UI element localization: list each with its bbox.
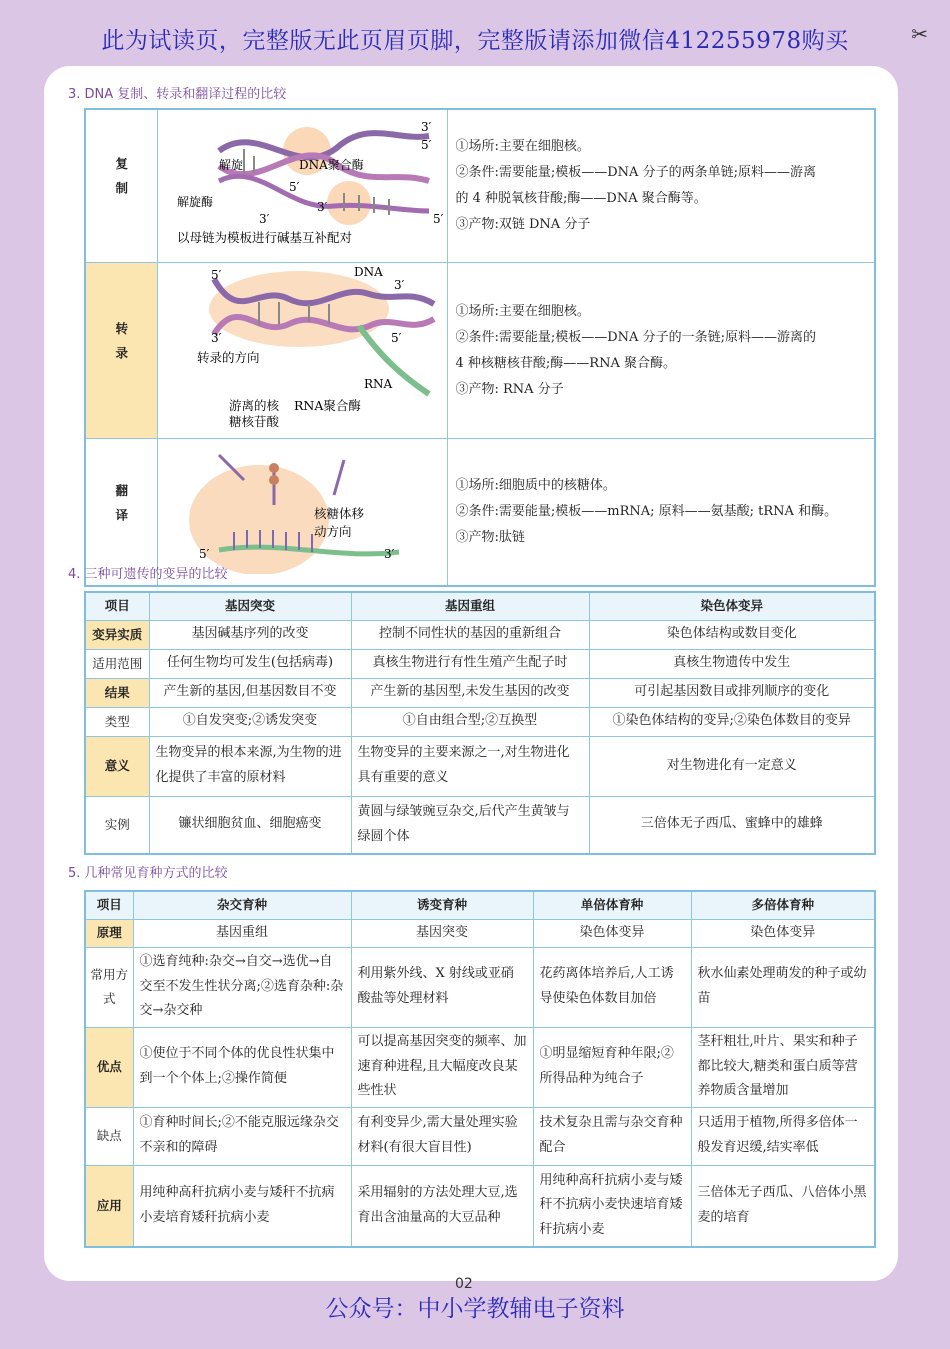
translation-diagram-svg — [159, 440, 447, 574]
replication-diagram-svg — [159, 111, 447, 251]
table-cell: 基因碱基序列的改变 — [149, 620, 351, 649]
section4-title: 4. 三种可遗传的变异的比较 — [68, 567, 228, 582]
section3-title: 3. DNA 复制、转录和翻译过程的比较 — [68, 87, 287, 102]
table-cell: 利用紫外线、X 射线或亚硝酸盐等处理材料 — [351, 947, 533, 1027]
section3-table — [84, 108, 876, 587]
translation-description: ①场所:细胞质中的核糖体。 ②条件:需要能量;模板——mRNA; 原料——氨基酸; tRNA 和酶。 ③产物:肽链 — [447, 439, 875, 586]
diagram-label: 转录的方向 — [196, 349, 260, 365]
diagram-label: RNA — [363, 376, 392, 391]
diagram-label: 5′ — [288, 180, 299, 194]
footer-watermark: 公众号：中小学教辅电子资料 — [325, 1296, 625, 1322]
row-label: 结果 — [85, 678, 149, 707]
diagram-label: 糖核苷酸 — [228, 413, 279, 428]
table-row — [85, 796, 875, 854]
transcription-diagram-svg — [159, 264, 447, 428]
table-cell: ①明显缩短育种年限;②所得品种为纯合子 — [533, 1027, 691, 1107]
table-cell: 控制不同性状的基因的重新组合 — [351, 620, 589, 649]
row-label: 复制 — [85, 109, 157, 262]
watermark-banner: 此为试读页，完整版无此页眉页脚，完整版请添加微信412255978购买 — [101, 28, 849, 54]
table-cell: 产生新的基因型,未发生基因的改变 — [351, 678, 589, 707]
table-cell: 可引起基因数目或排列顺序的变化 — [589, 678, 875, 707]
column-header: 染色体变异 — [589, 592, 875, 620]
table-row — [85, 1165, 875, 1247]
table-row — [85, 1107, 875, 1165]
diagram-label: DNA — [353, 264, 383, 279]
table-cell: 只适用于植物,所得多倍体一般发育迟缓,结实率低 — [691, 1107, 875, 1165]
column-header: 基因重组 — [351, 592, 589, 620]
table-cell: 花药离体培养后,人工诱导使染色体数目加倍 — [533, 947, 691, 1027]
table-row — [85, 707, 875, 736]
table-cell: ①育种时间长;②不能克服远缘杂交不亲和的障碍 — [133, 1107, 351, 1165]
table-cell: 染色体变异 — [533, 919, 691, 947]
table-cell: 采用辐射的方法处理大豆,选育出含油量高的大豆品种 — [351, 1165, 533, 1247]
diagram-label: 3′ — [383, 547, 394, 562]
table-cell: 镰状细胞贫血、细胞癌变 — [149, 796, 351, 854]
table-cell: 可以提高基因突变的频率、加速育种进程,且大幅度改良某些性状 — [351, 1027, 533, 1107]
table-cell: 茎秆粗壮,叶片、果实和种子都比较大,糖类和蛋白质等营养物质含量增加 — [691, 1027, 875, 1107]
diagram-label: RNA聚合酶 — [293, 397, 361, 413]
diagram-label: 动方向 — [313, 524, 352, 540]
table-cell: 对生物进化有一定意义 — [589, 736, 875, 796]
diagram-label: 3′ — [258, 212, 269, 226]
table-cell: 任何生物均可发生(包括病毒) — [149, 649, 351, 678]
row-label: 缺点 — [85, 1107, 133, 1165]
section5-table — [84, 890, 876, 1248]
table-row — [85, 1027, 875, 1107]
row-label: 类型 — [85, 707, 149, 736]
table-cell: 黄圆与绿皱豌豆杂交,后代产生黄皱与绿圆个体 — [351, 796, 589, 854]
column-header: 项目 — [85, 592, 149, 620]
column-header: 单倍体育种 — [533, 891, 691, 919]
section4-table — [84, 591, 876, 855]
table-cell: 真核生物遗传中发生 — [589, 649, 875, 678]
diagram-label: 5′ — [420, 138, 431, 152]
diagram-label: 3′ — [210, 330, 221, 345]
row-label: 应用 — [85, 1165, 133, 1247]
diagram-label: DNA聚合酶 — [298, 158, 364, 172]
table-cell: 秋水仙素处理萌发的种子或幼苗 — [691, 947, 875, 1027]
table-row — [85, 109, 875, 262]
column-header: 基因突变 — [149, 592, 351, 620]
table-cell: 三倍体无子西瓜、蜜蜂中的雄蜂 — [589, 796, 875, 854]
section5-title: 5. 几种常见育种方式的比较 — [68, 866, 228, 881]
table-row — [85, 678, 875, 707]
diagram-caption: 以母链为模板进行碱基互补配对 — [176, 230, 352, 245]
column-header: 项目 — [85, 891, 133, 919]
table-cell: 技术复杂且需与杂交育种配合 — [533, 1107, 691, 1165]
page-number: 02 — [455, 1276, 473, 1292]
table-row — [85, 919, 875, 947]
table-header-row — [85, 592, 875, 620]
replication-diagram — [157, 109, 447, 262]
diagram-label: 解旋 — [218, 158, 243, 172]
diagram-label: 游离的核 — [228, 397, 279, 413]
transcription-description: ①场所:主要在细胞核。 ②条件:需要能量;模板——DNA 分子的一条链;原料——游离的 4 种核糖核苷酸;酶——RNA 聚合酶。 ③产物: RNA 分子 — [447, 262, 875, 439]
table-cell: 基因突变 — [351, 919, 533, 947]
scissors-icon: ✂ — [911, 22, 928, 46]
table-cell: 生物变异的主要来源之一,对生物进化具有重要的意义 — [351, 736, 589, 796]
column-header: 杂交育种 — [133, 891, 351, 919]
diagram-label: 5′ — [198, 547, 209, 562]
table-cell: 真核生物进行有性生殖产生配子时 — [351, 649, 589, 678]
table-row — [85, 736, 875, 796]
diagram-label: 3′ — [420, 120, 431, 134]
table-cell: ①自发突变;②诱发突变 — [149, 707, 351, 736]
diagram-label: 3′ — [316, 200, 327, 214]
diagram-label: 5′ — [390, 330, 401, 345]
table-cell: 用纯种高秆抗病小麦与矮秆不抗病小麦培育矮秆抗病小麦 — [133, 1165, 351, 1247]
diagram-label: 5′ — [210, 267, 221, 282]
table-header-row — [85, 891, 875, 919]
table-row — [85, 262, 875, 439]
row-label: 原理 — [85, 919, 133, 947]
row-label: 意义 — [85, 736, 149, 796]
table-cell: 染色体变异 — [691, 919, 875, 947]
row-label: 优点 — [85, 1027, 133, 1107]
column-header: 诱变育种 — [351, 891, 533, 919]
table-cell: 产生新的基因,但基因数目不变 — [149, 678, 351, 707]
table-cell: 三倍体无子西瓜、八倍体小黑麦的培育 — [691, 1165, 875, 1247]
table-row — [85, 649, 875, 678]
row-label: 适用范围 — [85, 649, 149, 678]
row-label: 转录 — [85, 262, 157, 439]
diagram-label: 3′ — [393, 277, 404, 292]
row-label: 实例 — [85, 796, 149, 854]
diagram-label: 核糖体移 — [313, 506, 364, 522]
table-row — [85, 947, 875, 1027]
replication-description: ①场所:主要在细胞核。 ②条件:需要能量;模板——DNA 分子的两条单链;原料——游离 的 4 种脱氧核苷酸;酶——DNA 聚合酶等。 ③产物:双链 DNA 分子 — [447, 109, 875, 262]
table-cell: 基因重组 — [133, 919, 351, 947]
table-cell: 有利变异少,需大量处理实验材料(有很大盲目性) — [351, 1107, 533, 1165]
table-cell: 生物变异的根本来源,为生物的进化提供了丰富的原材料 — [149, 736, 351, 796]
table-cell: 染色体结构或数目变化 — [589, 620, 875, 649]
table-row — [85, 620, 875, 649]
column-header: 多倍体育种 — [691, 891, 875, 919]
row-label: 变异实质 — [85, 620, 149, 649]
table-cell: ①染色体结构的变异;②染色体数目的变异 — [589, 707, 875, 736]
diagram-label: 5′ — [432, 212, 443, 226]
table-cell: ①使位于不同个体的优良性状集中到一个个体上;②操作简便 — [133, 1027, 351, 1107]
transcription-diagram — [157, 262, 447, 439]
table-cell: ①选育纯种:杂交→自交→选优→自交至不发生性状分离;②选育杂种:杂交→杂交种 — [133, 947, 351, 1027]
row-label: 翻译 — [85, 439, 157, 586]
row-label: 常用方式 — [85, 947, 133, 1027]
table-cell: 用纯种高秆抗病小麦与矮秆不抗病小麦快速培育矮秆抗病小麦 — [533, 1165, 691, 1247]
diagram-label: 解旋酶 — [176, 195, 213, 209]
table-cell: ①自由组合型;②互换型 — [351, 707, 589, 736]
